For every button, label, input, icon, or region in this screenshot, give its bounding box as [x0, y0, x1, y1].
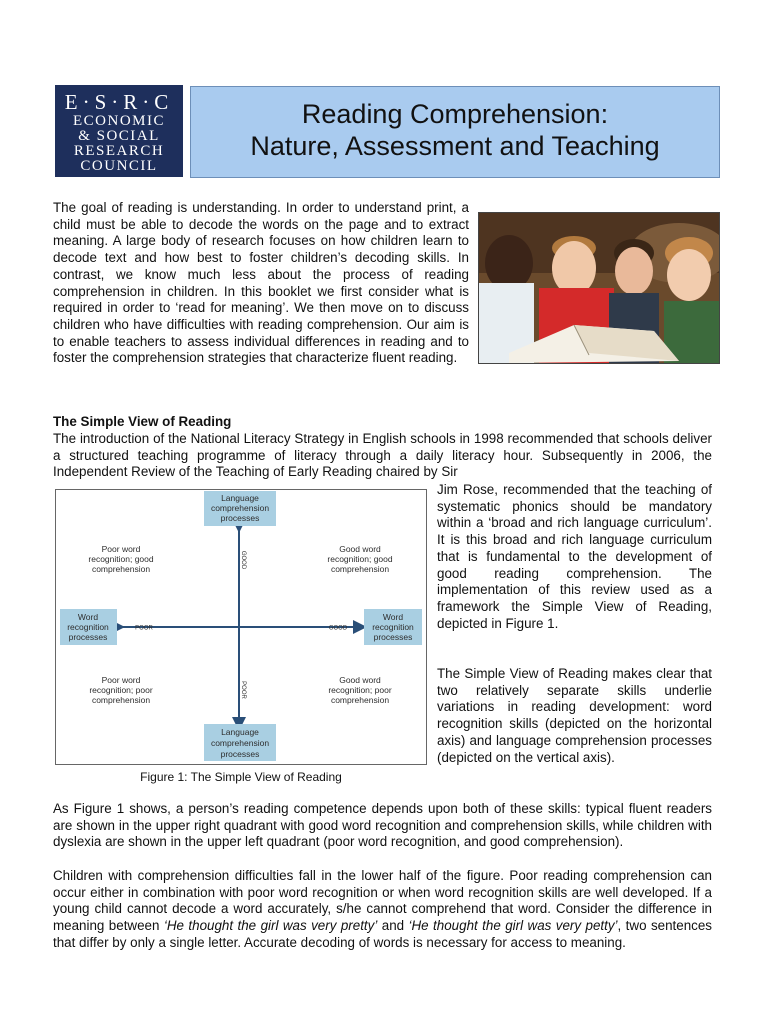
left-box-line: recognition [67, 622, 109, 632]
right-word-box [364, 609, 422, 645]
bottom-box-line: comprehension [210, 738, 270, 748]
quadrant-line: recognition; poor [328, 685, 392, 695]
side-paragraph-2: The Simple View of Reading makes clear that two relatively separate skills underlie variations in reading development: word recognition skills (depicted on the horizontal axis) and language comprehension processes (depicted on the vertical axis). [437, 666, 712, 765]
title-banner [190, 86, 720, 178]
section-paragraph-3 [53, 868, 712, 952]
right-box-line: Word [382, 612, 404, 622]
logo-line: ECONOMIC [72, 113, 165, 129]
simple-view-diagram [56, 490, 426, 764]
photo-illustration [479, 213, 719, 363]
paragraph-text: Children with comprehension difficulties fall in the lower half of the figure. Poor reading comprehension can occur either in combination with poor word recognition or when word recognition skills are well developed. If a young child cannot decode a word accurately, s/he cannot comprehend that word. Consider the difference in meaning between [53, 868, 712, 934]
section-heading: The Simple View of Reading [53, 414, 232, 429]
quadrant-line: comprehension [91, 564, 151, 574]
quadrant-line: Good word [339, 675, 381, 685]
top-box-line: Language [221, 493, 259, 503]
right-box-line: processes [373, 632, 413, 642]
page-title-line1: Reading Comprehension: [301, 99, 609, 129]
quadrant-line: Poor word [101, 544, 141, 554]
left-word-box [60, 609, 117, 645]
left-box-line: processes [68, 632, 108, 642]
logo-line: COUNCIL [80, 158, 158, 174]
top-language-box [204, 491, 276, 526]
axis-label-good-vertical: GOOD [240, 550, 246, 570]
esrc-logo [55, 85, 183, 177]
axis-label-poor-horizontal: POOR [135, 625, 153, 632]
figure-caption: Figure 1: The Simple View of Reading [140, 770, 342, 784]
side-paragraph-1: Jim Rose, recommended that the teaching of systematic phonics should be mandatory within a ‘broad and rich language curriculum’. It is this broad and rich language curriculum that is fundamental to the development of good reading comprehension. The implementation of this review used as a framework the Simple View of Reading, depicted in Figure 1. [437, 482, 712, 631]
axis-label-poor-vertical: POOR [240, 681, 246, 699]
logo-line: RESEARCH [73, 143, 165, 159]
right-box-line: recognition [372, 622, 414, 632]
quadrant-line: comprehension [330, 564, 390, 574]
quadrant-line: comprehension [330, 695, 390, 705]
bottom-box-line: processes [220, 749, 260, 759]
intro-paragraph: The goal of reading is understanding. In order to understand print, a child must be able to decode the words on the page and to extract meaning. A large body of research focuses on how children learn to decode text and how best to foster children’s decoding skills. In contrast, we know much less about the process of reading comprehension in children. In this booklet we first consider what is required in order to ‘read for meaning’. We then move on to discuss children who have difficulties with reading comprehension. Our aim is to enable teachers to assess individual differences in reading and to foster the comprehension strategies that characterize fluent reading. [53, 200, 469, 366]
quadrant-line: Poor word [101, 675, 141, 685]
quote-pretty: ‘He thought the girl was very pretty’ [163, 918, 378, 934]
page-title-line2: Nature, Assessment and Teaching [250, 131, 660, 161]
quadrant-line: comprehension [91, 695, 151, 705]
paragraph-text: , two sentences that differ by only a single letter. Accurate decoding of words is necessary for access to meaning. [53, 918, 712, 950]
quadrant-top-left [88, 544, 153, 574]
logo-line: & SOCIAL [78, 128, 160, 144]
quadrant-line: recognition; good [327, 554, 393, 564]
section-paragraph-2: As Figure 1 shows, a person’s reading competence depends upon both of these skills: typical fluent readers are shown in the upper right quadrant with good word recognition and comprehension skills, while children with dyslexia are shown in the upper left quadrant (poor word recognition, and good comprehension). [53, 801, 712, 850]
quadrant-line: recognition; good [88, 554, 154, 564]
logo-line: E·S·R·C [64, 90, 174, 114]
paragraph-text: and [377, 918, 409, 934]
quadrant-bottom-left [89, 675, 152, 705]
bottom-box-line: Language [221, 727, 259, 737]
quote-petty: ‘He thought the girl was very petty’ [408, 918, 618, 934]
bottom-language-box [204, 724, 276, 761]
quadrant-line: recognition; poor [89, 685, 153, 695]
quadrant-top-right [327, 544, 392, 574]
quadrant-bottom-right [328, 675, 391, 705]
axis-label-good-horizontal: GOOD [328, 625, 348, 632]
quadrant-line: Good word [339, 544, 381, 554]
simple-view-figure [55, 489, 427, 765]
children-reading-photo [478, 212, 720, 364]
left-box-line: Word [77, 612, 99, 622]
section-paragraph-1: The introduction of the National Literacy Strategy in English schools in 1998 recommended that schools deliver a structured teaching programme of literacy through a daily literacy hour. Subsequently in 2006, the Independent Review of the Teaching of Early Reading chaired by Sir [53, 431, 712, 480]
top-box-line: comprehension [210, 503, 270, 513]
top-box-line: processes [220, 513, 260, 523]
